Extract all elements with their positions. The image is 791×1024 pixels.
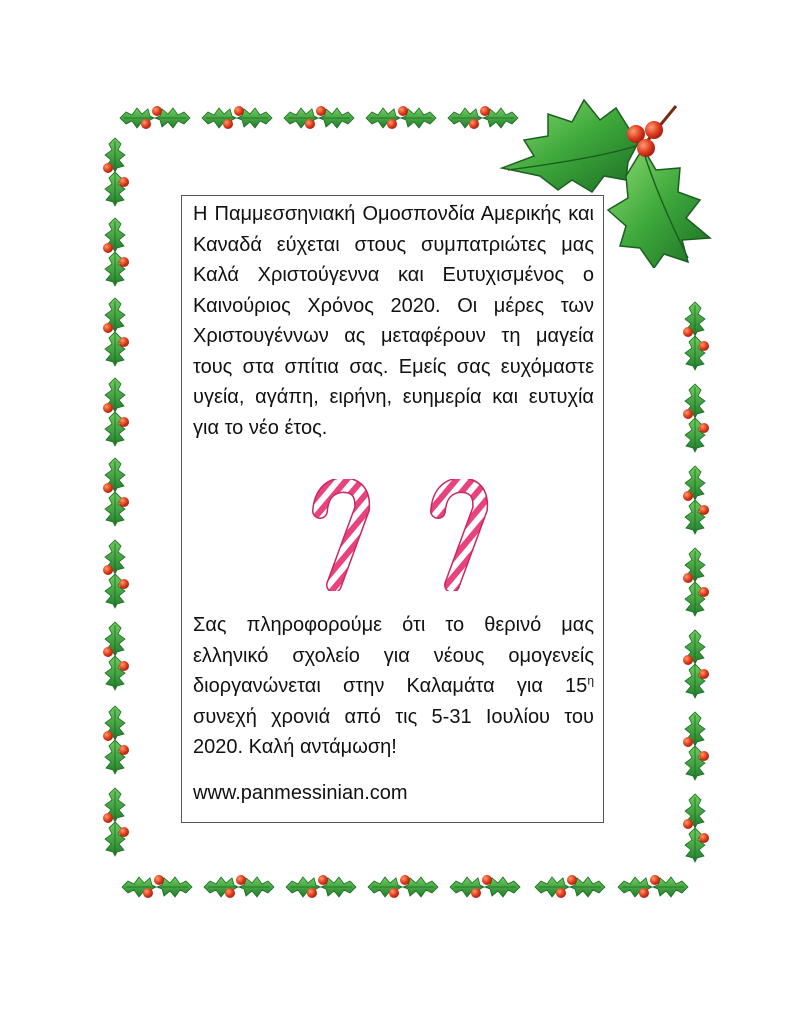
holly-leaf-icon (103, 788, 129, 856)
school-announcement (193, 610, 594, 763)
holly-leaf-icon (103, 540, 129, 608)
holly-leaf-icon (103, 218, 129, 286)
holly-leaf-icon (366, 106, 436, 129)
holly-leaf-icon (202, 106, 272, 129)
candy-canes (312, 479, 492, 591)
holly-leaf-icon (535, 875, 605, 898)
holly-leaf-icon (103, 138, 129, 206)
holly-leaf-icon (368, 875, 438, 898)
holly-leaf-icon (204, 875, 274, 898)
holly-leaf-icon (618, 875, 688, 898)
announcement-text-end: συνεχή χρονιά από τις 5-31 Ιουλίου του 2020. Καλή αντάμωση! (193, 705, 594, 758)
announcement-text: Σας πληροφορούμε ότι το θερινό μας ελληνικό σχολείο για νέους ομογενείς διοργανώνεται στην Καλαμάτα για 15 (193, 614, 594, 697)
holly-leaf-icon (683, 630, 709, 698)
holly-leaf-icon (683, 712, 709, 780)
holly-leaf-icon (683, 384, 709, 452)
holly-leaf-icon (103, 298, 129, 366)
candy-cane-icon (438, 485, 480, 585)
holly-leaf-icon (284, 106, 354, 129)
holly-leaf-icon (103, 622, 129, 690)
holly-leaf-icon (286, 875, 356, 898)
holly-leaf-icon (450, 875, 520, 898)
greeting-paragraph: Η Παμμεσσηνιακή Ομοσπονδία Αμερικής και Καναδά εύχεται στους συμπατριώτες μας Καλά Χριστούγεννα και Ευτυχισμένος ο Καινούριος Χρόνος 2020. Οι μέρες των Χριστουγέννων ας μεταφέρουν τη μαγεία τους στα σπίτια σας. Εμείς σας ευχόμαστε υγεία, αγάπη, ειρήνη, ευημερία και ευτυχία για το νέο έτος. (193, 203, 594, 439)
holly-leaf-icon (683, 302, 709, 370)
holly-leaf-icon (103, 706, 129, 774)
candy-cane-icon (320, 485, 362, 585)
holly-leaf-icon (103, 378, 129, 446)
ordinal-superscript: η (587, 673, 594, 688)
holly-leaf-icon (683, 466, 709, 534)
holly-leaf-icon (122, 875, 192, 898)
holly-leaf-icon (683, 794, 709, 862)
website-link[interactable]: www.panmessinian.com (193, 782, 408, 804)
holly-leaf-icon (120, 106, 190, 129)
greeting-card (181, 195, 604, 823)
holly-leaf-icon (683, 548, 709, 616)
holly-leaf-icon (103, 458, 129, 526)
